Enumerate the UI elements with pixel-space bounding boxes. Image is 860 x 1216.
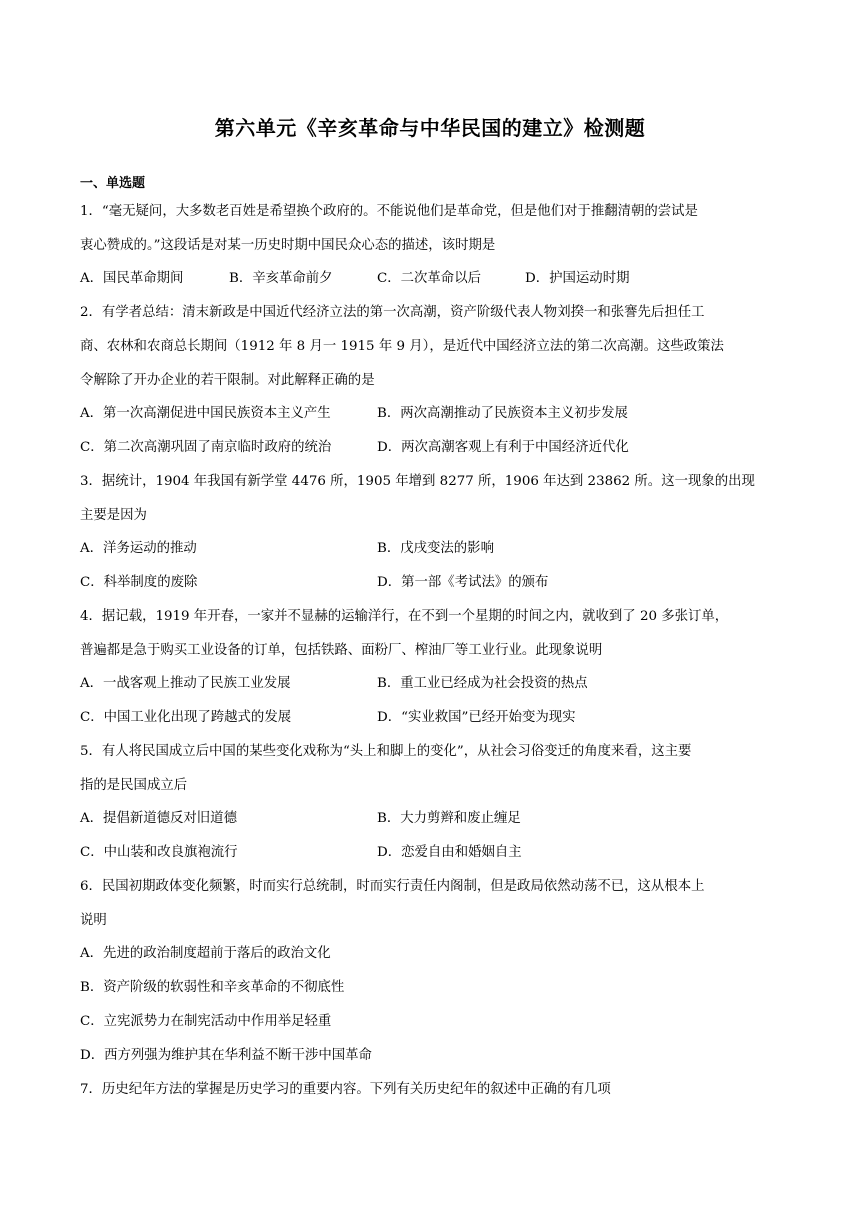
question-6-option-b: B．资产阶级的软弱性和辛亥革命的不彻底性 bbox=[80, 980, 345, 995]
question-3-line-2: 主要是因为 bbox=[80, 508, 147, 523]
question-6-option-a: A．先进的政治制度超前于落后的政治文化 bbox=[80, 946, 331, 961]
question-3-option-c: C．科举制度的废除 bbox=[80, 575, 198, 590]
question-4-line-2: 普遍都是急于购买工业设备的订单，包括铁路、面粉厂、榨油厂等工业行业。此现象说明 bbox=[80, 643, 603, 658]
question-5-line-1: 5．有人将民国成立后中国的某些变化戏称为“头上和脚上的变化”，从社会习俗变迁的角度来看，这主要 bbox=[80, 744, 692, 759]
question-3-option-b: B．戊戌变法的影响 bbox=[377, 541, 494, 556]
question-3-option-d: D．第一部《考试法》的颁布 bbox=[377, 575, 549, 590]
question-5-option-a: A．提倡新道德反对旧道德 bbox=[80, 811, 237, 826]
question-6-option-c: C．立宪派势力在制宪活动中作用举足轻重 bbox=[80, 1014, 332, 1029]
question-4-option-d: D．“实业救国”已经开始变为现实 bbox=[377, 710, 576, 725]
question-2-line-3: 令解除了开办企业的若干限制。对此解释正确的是 bbox=[80, 373, 375, 388]
question-2-option-b: B．两次高潮推动了民族资本主义初步发展 bbox=[377, 406, 628, 421]
question-5-option-d: D．恋爱自由和婚姻自主 bbox=[377, 845, 522, 860]
page-title: 第六单元《辛亥革命与中华民国的建立》检测题 bbox=[214, 116, 646, 140]
section-heading: 一、单选题 bbox=[80, 176, 146, 191]
question-2-option-c: C．第二次高潮巩固了南京临时政府的统治 bbox=[80, 440, 332, 455]
question-7-line-1: 7．历史纪年方法的掌握是历史学习的重要内容。下列有关历史纪年的叙述中正确的有几项 bbox=[80, 1082, 611, 1097]
question-6-line-2: 说明 bbox=[80, 913, 107, 928]
question-1-option-c: C．二次革命以后 bbox=[377, 271, 481, 286]
question-1-option-d: D．护国运动时期 bbox=[525, 271, 630, 286]
question-5-option-b: B．大力剪辫和废止缠足 bbox=[377, 811, 521, 826]
question-2-line-2: 商、农林和农商总长期间（1912 年 8 月一 1915 年 9 月），是近代中国经济立法的第二次高潮。这些政策法 bbox=[80, 339, 724, 354]
question-1-line-1: 1．“毫无疑问，大多数老百姓是希望换个政府的。不能说他们是革命党，但是他们对于推翻清朝的尝试是 bbox=[80, 204, 698, 219]
question-3-option-a: A．洋务运动的推动 bbox=[80, 541, 197, 556]
question-4-line-1: 4．据记载，1919 年开春，一家并不显赫的运输洋行，在不到一个星期的时间之内，就收到了 20 多张订单， bbox=[80, 609, 729, 624]
question-6-option-d: D．西方列强为维护其在华利益不断干涉中国革命 bbox=[80, 1048, 372, 1063]
question-5-line-2: 指的是民国成立后 bbox=[80, 778, 188, 793]
question-1-option-a: A．国民革命期间 bbox=[80, 271, 184, 286]
question-4-option-c: C．中国工业化出现了跨越式的发展 bbox=[80, 710, 292, 725]
question-2-option-a: A．第一次高潮促进中国民族资本主义产生 bbox=[80, 406, 331, 421]
question-2-line-1: 2．有学者总结：清末新政是中国近代经济立法的第一次高潮，资产阶级代表人物刘揆一和张謇先后担任工 bbox=[80, 305, 705, 320]
question-4-option-b: B．重工业已经成为社会投资的热点 bbox=[377, 676, 588, 691]
question-1-option-b: B．辛亥革命前夕 bbox=[229, 271, 333, 286]
question-6-line-1: 6．民国初期政体变化频繁，时而实行总统制，时而实行责任内阁制，但是政局依然动荡不已，这从根本上 bbox=[80, 879, 705, 894]
question-2-option-d: D．两次高潮客观上有利于中国经济近代化 bbox=[377, 440, 629, 455]
question-5-option-c: C．中山装和改良旗袍流行 bbox=[80, 845, 238, 860]
question-4-option-a: A．一战客观上推动了民族工业发展 bbox=[80, 676, 291, 691]
question-1-line-2: 衷心赞成的。”这段话是对某一历史时期中国民众心态的描述，该时期是 bbox=[80, 238, 496, 253]
question-3-line-1: 3．据统计，1904 年我国有新学堂 4476 所，1905 年增到 8277 所，1906 年达到 23862 所。这一现象的出现 bbox=[80, 474, 755, 489]
